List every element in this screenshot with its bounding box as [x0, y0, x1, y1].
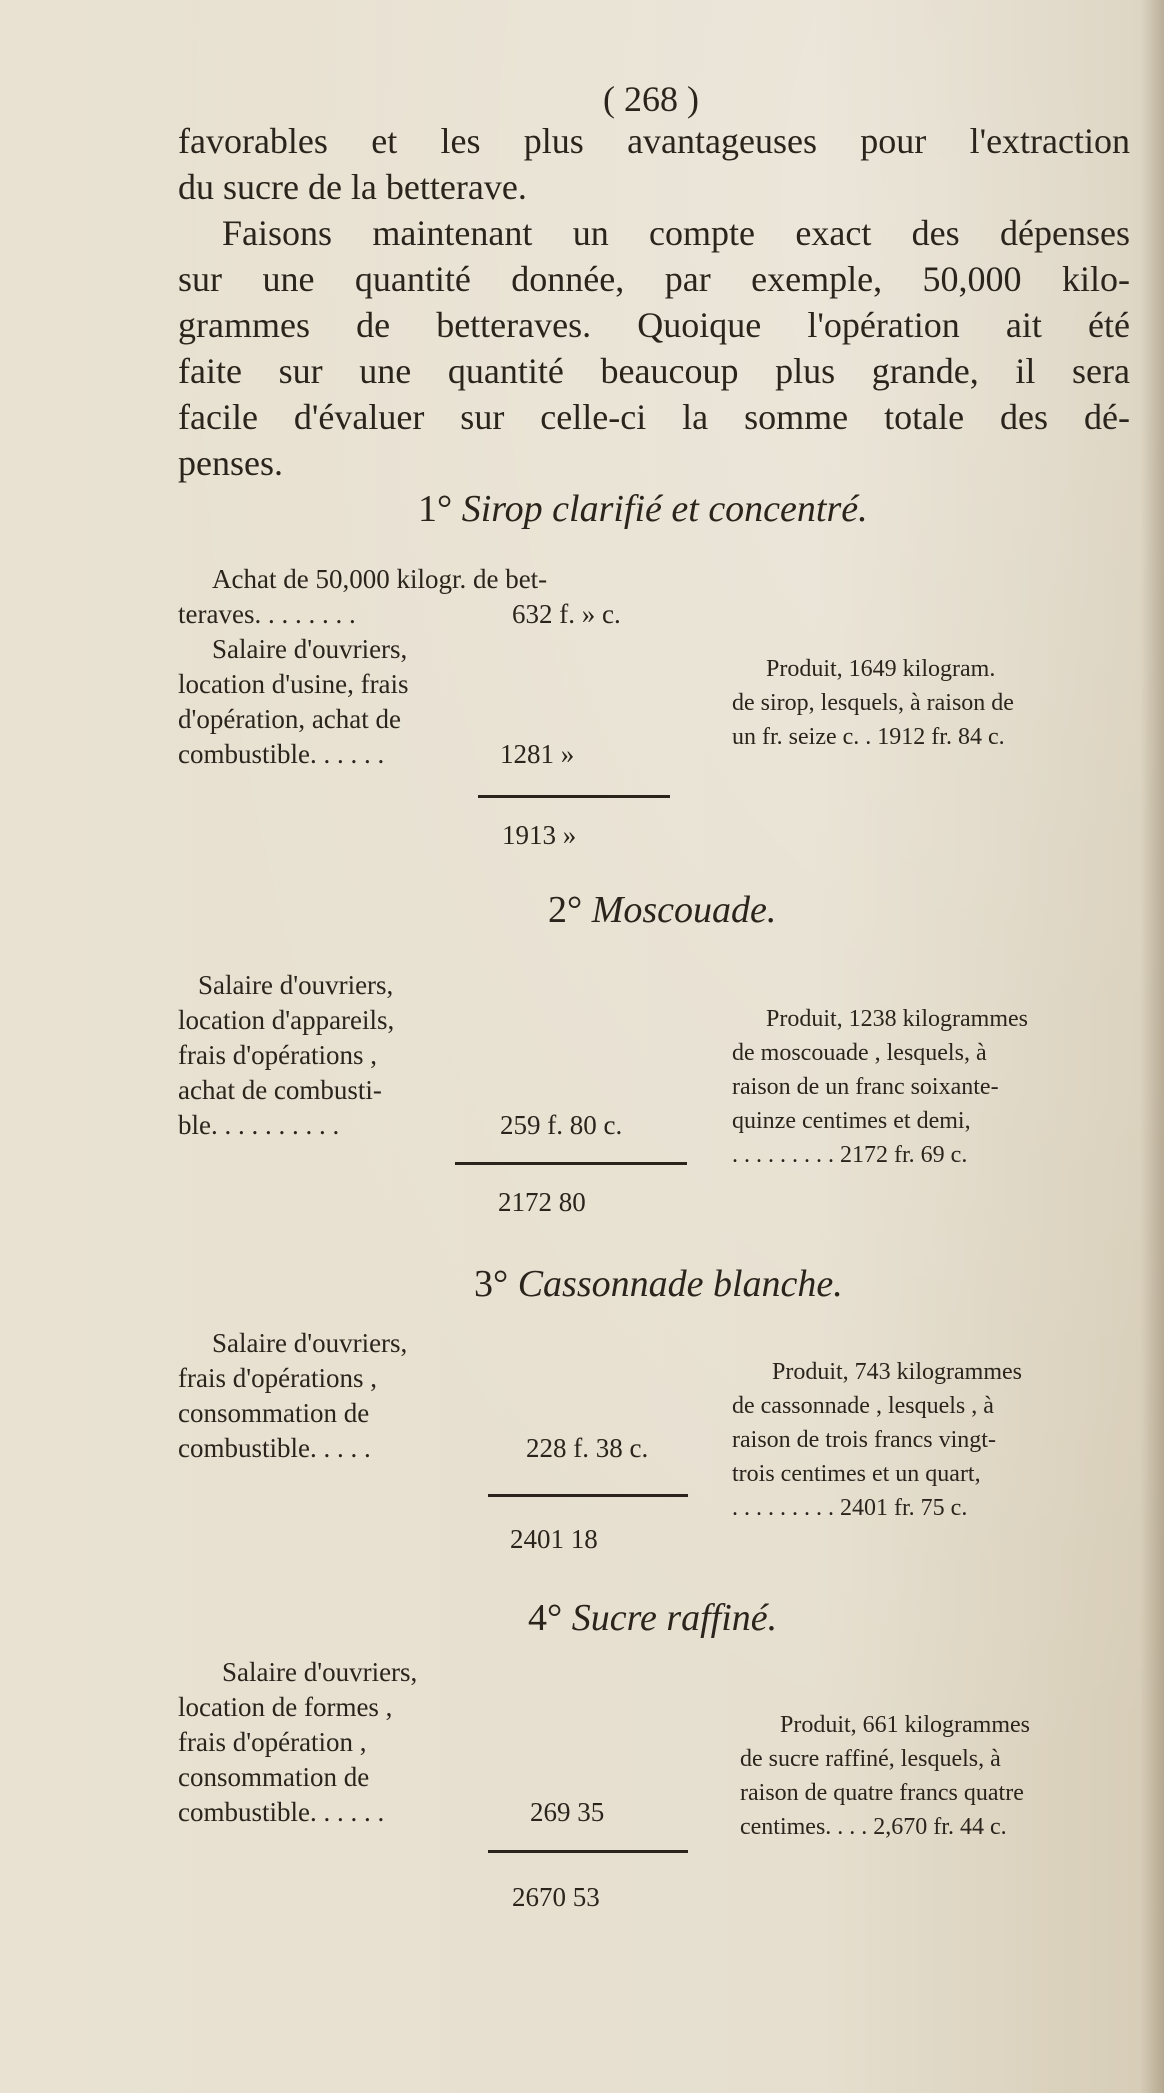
section-total: 2670 53 [512, 1882, 600, 1912]
section-total: 2172 80 [498, 1187, 586, 1217]
product-line: quinze centimes et demi, [732, 1108, 971, 1134]
expense-line: combustible. . . . . [178, 1433, 371, 1463]
expense-amount: 632 f. » c. [512, 599, 621, 629]
product-line: centimes. . . . 2,670 fr. 44 c. [740, 1814, 1007, 1840]
expense-line: frais d'opération , [178, 1727, 367, 1757]
section-title: Moscouade. [591, 889, 777, 931]
expense-line: consommation de [178, 1398, 370, 1428]
paragraph-line-2: sur une quantité donnée, par exemple, 50,000 kilo- [178, 259, 1130, 299]
expense-line: Salaire d'ouvriers, [198, 970, 394, 1000]
product-line: trois centimes et un quart, [732, 1461, 981, 1487]
expense-line: Salaire d'ouvriers, [212, 634, 408, 664]
expense-line: Salaire d'ouvriers, [222, 1657, 418, 1687]
section-total: 1913 » [502, 820, 577, 850]
sum-rule [478, 795, 670, 798]
paragraph-line-1: Faisons maintenant un compte exact des dépenses [222, 213, 1130, 253]
section-4-product [740, 1708, 1160, 1844]
product-line: de cassonnade , lesquels , à [732, 1393, 994, 1419]
expense-line: location d'appareils, [178, 1005, 395, 1035]
section-2-expenses [178, 968, 394, 1143]
sum-rule [455, 1162, 687, 1165]
paragraph-line-4: faite sur une quantité beaucoup plus grande, il sera [178, 351, 1130, 391]
section-3-product [732, 1355, 1152, 1525]
expense-line: combustible. . . . . . [178, 1797, 385, 1827]
expense-line: achat de combusti- [178, 1075, 382, 1105]
section-1-expenses [178, 562, 547, 772]
section-4-expenses [178, 1655, 417, 1830]
expense-line: consommation de [178, 1762, 370, 1792]
section-title: Cassonnade blanche. [517, 1263, 843, 1305]
section-heading-3 [474, 1262, 843, 1306]
expense-line: frais d'opérations , [178, 1040, 378, 1070]
product-line: raison de un franc soixante- [732, 1074, 999, 1100]
intro-line-2: du sucre de la betterave. [178, 167, 527, 207]
expense-line: location d'usine, frais [178, 669, 409, 699]
sum-rule [488, 1494, 688, 1497]
product-line: de sirop, lesquels, à raison de [732, 690, 1014, 716]
intro-line-1: favorables et les plus avantageuses pour l'extraction [178, 121, 1130, 161]
expense-amount: 259 f. 80 c. [500, 1110, 623, 1140]
expense-amount: 1281 » [500, 739, 575, 769]
product-line: Produit, 1238 kilogrammes [766, 1006, 1028, 1032]
page-number: ( 268 ) [603, 79, 699, 119]
section-3-expenses [178, 1326, 407, 1466]
section-title: Sucre raffiné. [571, 1597, 778, 1639]
expense-line: teraves. . . . . . . . [178, 599, 356, 629]
sum-rule [488, 1850, 688, 1853]
section-total: 2401 18 [510, 1524, 598, 1554]
section-heading-4 [528, 1596, 777, 1640]
expense-line: location de formes , [178, 1692, 393, 1722]
section-2-product [732, 1002, 1152, 1172]
expense-line: Salaire d'ouvriers, [212, 1328, 408, 1358]
expense-line: frais d'opérations , [178, 1363, 378, 1393]
product-line: raison de trois francs vingt- [732, 1427, 996, 1453]
paragraph-line-6: penses. [178, 443, 283, 483]
section-number: 1° [418, 488, 453, 530]
expense-line: Achat de 50,000 kilogr. de bet- [212, 564, 548, 594]
section-number: 3° [474, 1263, 509, 1305]
product-line: un fr. seize c. . 1912 fr. 84 c. [732, 724, 1005, 750]
section-number: 4° [528, 1597, 563, 1639]
section-title: Sirop clarifié et concentré. [461, 488, 868, 530]
expense-line: combustible. . . . . . [178, 739, 385, 769]
product-line: raison de quatre francs quatre [740, 1780, 1024, 1806]
paragraph-line-5: facile d'évaluer sur celle-ci la somme totale des dé- [178, 397, 1130, 437]
product-line: . . . . . . . . . 2172 fr. 69 c. [732, 1142, 968, 1168]
product-line: Produit, 661 kilogrammes [780, 1712, 1030, 1738]
section-heading-1 [418, 487, 868, 531]
paragraph-line-3: grammes de betteraves. Quoique l'opération ait été [178, 305, 1130, 345]
expense-amount: 228 f. 38 c. [526, 1433, 649, 1463]
expense-line: d'opération, achat de [178, 704, 402, 734]
section-heading-2 [548, 888, 776, 932]
expense-line: ble. . . . . . . . . . [178, 1110, 340, 1140]
product-line: . . . . . . . . . 2401 fr. 75 c. [732, 1495, 968, 1521]
product-line: de sucre raffiné, lesquels, à [740, 1746, 1001, 1772]
section-1-product [732, 652, 1152, 754]
product-line: de moscouade , lesquels, à [732, 1040, 987, 1066]
product-line: Produit, 743 kilogrammes [772, 1359, 1022, 1385]
expense-amount: 269 35 [530, 1797, 605, 1827]
product-line: Produit, 1649 kilogram. [766, 656, 996, 682]
section-number: 2° [548, 889, 583, 931]
